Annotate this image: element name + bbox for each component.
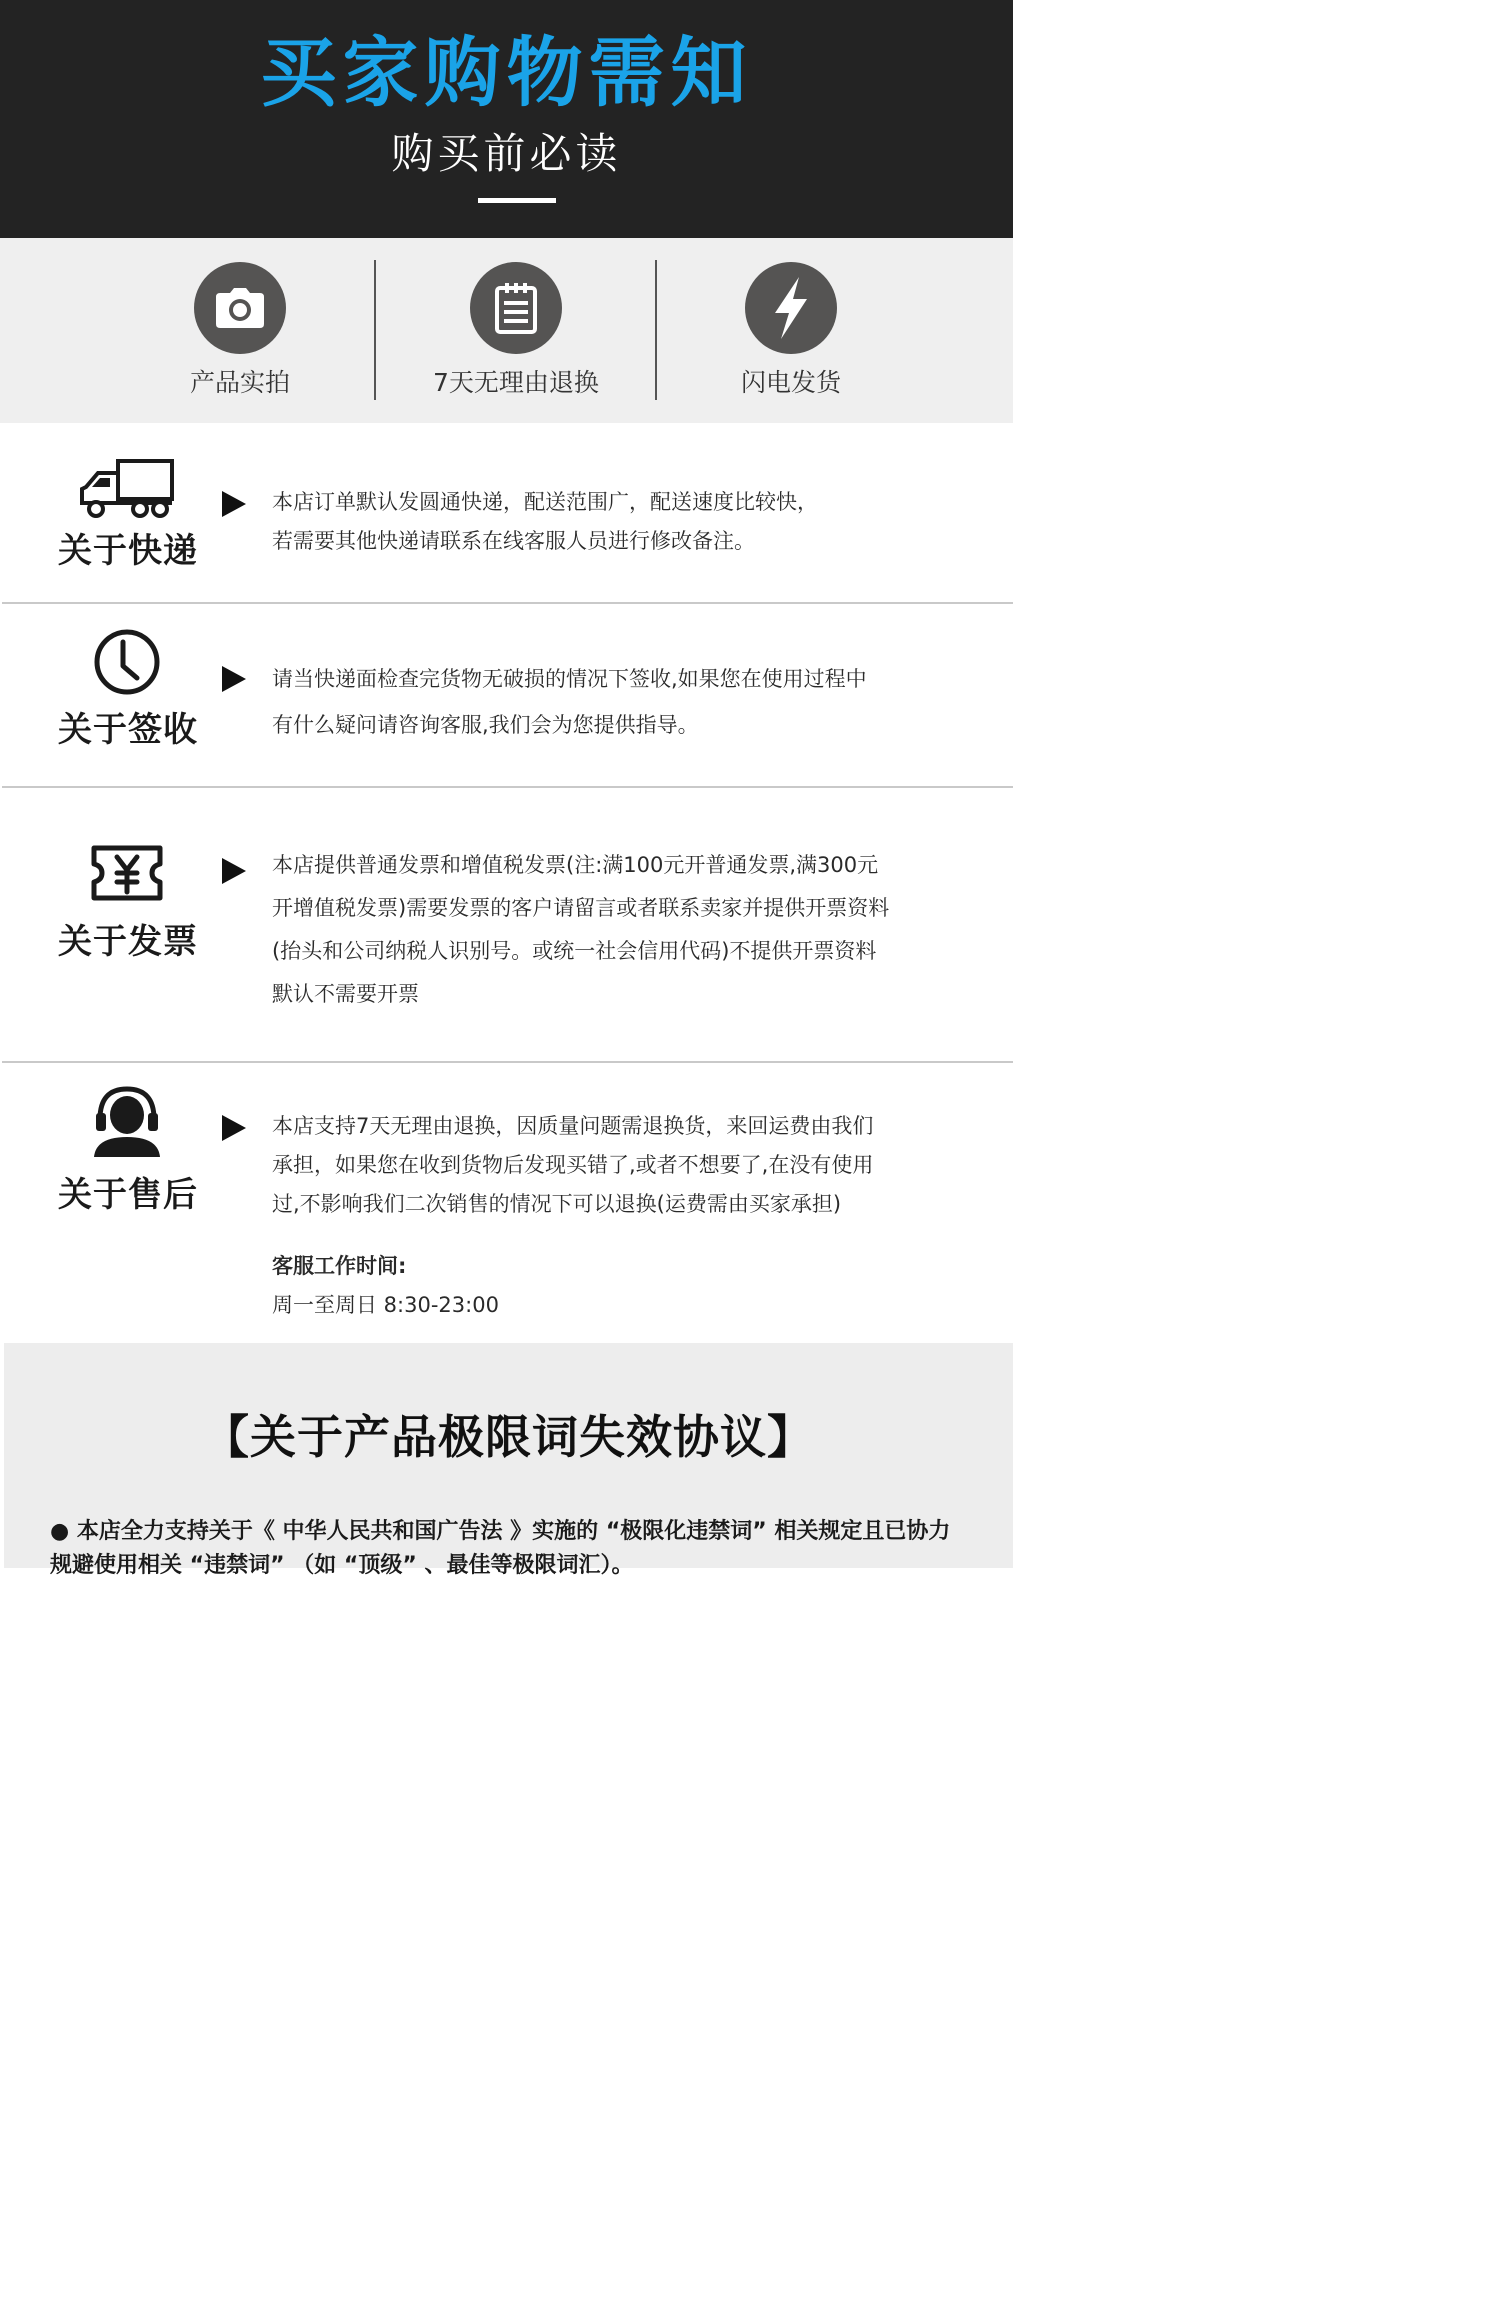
feature-7day-return bbox=[406, 262, 626, 400]
page-subtitle: 购买前必读 bbox=[391, 129, 622, 178]
text-line: 有什么疑问请咨询客服,我们会为您提供指导。 bbox=[272, 713, 699, 737]
feature-fast-shipping bbox=[681, 262, 901, 400]
lightning-icon bbox=[745, 262, 837, 354]
section-aftersales bbox=[0, 1063, 1013, 1343]
text-line: 过,不影响我们二次销售的情况下可以退换(运费需由买家承担) bbox=[272, 1192, 842, 1216]
section-title: 关于快递 bbox=[58, 531, 198, 571]
section-title: 关于签收 bbox=[58, 710, 198, 750]
features-strip bbox=[0, 238, 1013, 423]
text-line: 默认不需要开票 bbox=[272, 982, 419, 1006]
arrow-icon bbox=[222, 1115, 246, 1141]
text-line: 请当快递面检查完货物无破损的情况下签收,如果您在使用过程中 bbox=[272, 667, 867, 691]
feature-real-photos bbox=[130, 262, 350, 400]
headset-icon bbox=[52, 1085, 202, 1161]
text-line: 本店提供普通发票和增值税发票(注:满100元开普通发票,满300元 bbox=[272, 853, 879, 877]
text-line: 开增值税发票)需要发票的客户请留言或者联系卖家并提供开票资料 bbox=[272, 896, 890, 920]
divider bbox=[374, 260, 376, 400]
section-invoice bbox=[0, 788, 1013, 1061]
title-underline bbox=[478, 198, 556, 203]
section-text bbox=[272, 483, 972, 561]
service-hours-label: 客服工作时间: bbox=[272, 1254, 407, 1278]
section-shipping bbox=[0, 423, 1013, 603]
clock-icon bbox=[52, 628, 202, 700]
section-text bbox=[272, 656, 972, 748]
section-title: 关于售后 bbox=[58, 1175, 198, 1215]
text-line: 本店订单默认发圆通快递，配送范围广，配送速度比较快， bbox=[272, 490, 818, 514]
arrow-icon bbox=[222, 666, 246, 692]
section-title: 关于发票 bbox=[58, 922, 198, 962]
section-text bbox=[272, 1107, 972, 1224]
section-text bbox=[272, 844, 982, 1016]
camera-icon bbox=[194, 262, 286, 354]
agreement-title: 【关于产品极限词失效协议】 bbox=[203, 1410, 814, 1464]
text-line: 本店支持7天无理由退换，因质量问题需退换货，来回运费由我们 bbox=[272, 1114, 874, 1138]
arrow-icon bbox=[222, 858, 246, 884]
arrow-icon bbox=[222, 491, 246, 517]
service-hours-value: 周一至周日 8:30-23:00 bbox=[272, 1293, 499, 1317]
divider bbox=[655, 260, 657, 400]
section-receipt bbox=[0, 604, 1013, 786]
agreement-panel bbox=[4, 1343, 1013, 1578]
page-header bbox=[0, 0, 1013, 238]
feature-label: 产品实拍 bbox=[189, 368, 290, 397]
text-line: 承担，如果您在收到货物后发现买错了,或者不想要了,在没有使用 bbox=[272, 1153, 874, 1177]
page-title: 买家购物需知 bbox=[260, 28, 753, 117]
text-line: 若需要其他快递请联系在线客服人员进行修改备注。 bbox=[272, 529, 755, 553]
yen-ticket-icon bbox=[52, 844, 202, 906]
document-icon bbox=[470, 262, 562, 354]
feature-label: 7天无理由退换 bbox=[433, 368, 599, 397]
truck-icon bbox=[52, 459, 202, 523]
service-hours bbox=[272, 1247, 972, 1325]
feature-label: 闪电发货 bbox=[740, 368, 841, 397]
text-line: (抬头和公司纳税人识别号。或统一社会信用代码)不提供开票资料 bbox=[272, 939, 877, 963]
agreement-text: ● 本店全力支持关于《 中华人民共和国广告法 》实施的 “极限化违禁词” 相关规定且已协力规避使用相关 “违禁词” （如 “顶级” 、最佳等极限词汇）。 bbox=[50, 1519, 951, 1578]
